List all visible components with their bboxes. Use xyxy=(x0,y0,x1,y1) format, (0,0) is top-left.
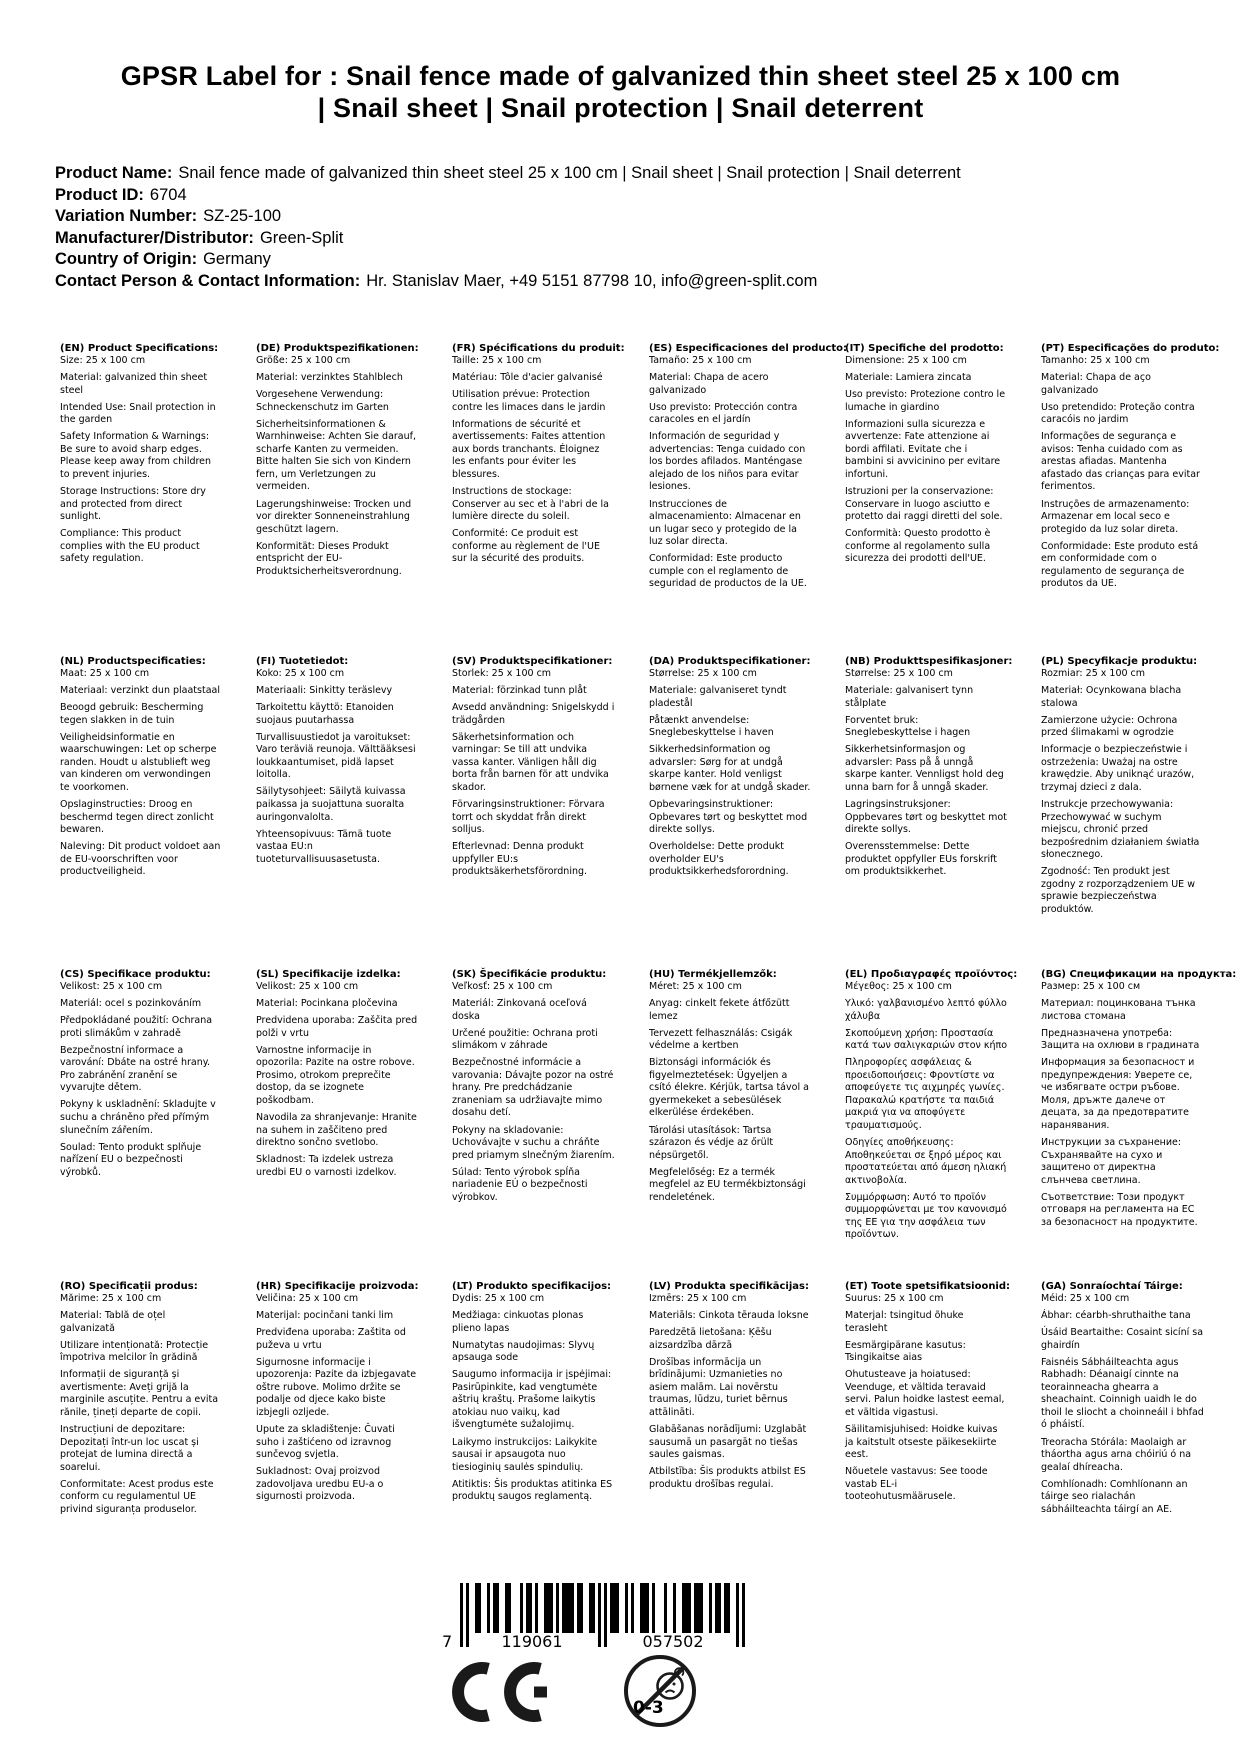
spec-paragraph: Opbevaringsinstruktioner: Opbevares tørt og beskyttet mod direkte sollys. xyxy=(649,798,808,836)
info-label: Product ID: xyxy=(55,185,144,204)
language-block-fi xyxy=(256,655,419,871)
spec-paragraph: Varnostne informacije in opozorila: Pazite na ostre robove. Prosimo, otrokom preprečite dostop, da se izognete poškodbam. xyxy=(256,1044,415,1106)
info-label: Country of Origin: xyxy=(55,250,198,268)
spec-paragraph: Conformità: Questo prodotto è conforme al regolamento sulla sicurezza dei prodotti dell'UE. xyxy=(845,528,991,565)
barcode-left-group: 119061 xyxy=(501,1632,563,1649)
spec-paragraph: Материал: поцинкована тънка листова стомана xyxy=(1041,998,1196,1022)
spec-paragraph: Informations de sécurité et avertissements: Faites attention aux bords tranchants. Éloignez les enfants pour éviter les blessures. xyxy=(452,418,606,480)
spec-paragraph: Sikkerhetsinformasjon og advarsler: Pass på å unngå skarpe kanter. Vennligst hold deg unna barn for å unngå skader. xyxy=(845,744,1004,793)
ce-mark-icon xyxy=(452,1661,549,1723)
spec-paragraph: Súlad: Tento výrobok spĺňa nariadenie EÚ o bezpečnosti výrobkov. xyxy=(452,1166,588,1203)
spec-paragraph: Съответствие: Този продукт отговаря на регламента на ЕС за безопасност на продуктите. xyxy=(1041,1191,1198,1228)
info-value: Green-Split xyxy=(259,228,344,247)
spec-paragraph: Instrucțiuni de depozitare: Depozitați într-un loc uscat și protejat de lumina directă a soarelui. xyxy=(60,1423,199,1473)
language-block-ga xyxy=(1041,1280,1204,1521)
spec-paragraph: Förvaringsinstruktioner: Förvara torrt och skyddat från direkt solljus. xyxy=(452,798,605,836)
spec-paragraph: Предназначена употреба: Защита на охлюви в градината xyxy=(1041,1027,1200,1052)
spec-paragraph: Sicherheitsinformationen & Warnhinweise: Achten Sie darauf, scharfe Kanten zu vermeiden. Bitte halten Sie sich von Kindern fern, um Verletzungen zu vermeiden. xyxy=(256,418,417,493)
block-heading: (EN) Product Specifications: xyxy=(60,343,219,354)
spec-paragraph: Συμμόρφωση: Αυτό το προϊόν συμμορφώνεται με τον κανονισμό της ΕΕ για την ασφάλεια των προϊόντων. xyxy=(845,1191,1007,1241)
info-row xyxy=(55,271,961,293)
spec-paragraph: Compliance: This product complies with the EU product safety regulation. xyxy=(60,528,200,565)
block-heading: (RO) Specificații produs: xyxy=(60,1281,198,1292)
block-heading: (FI) Tuotetiedot: xyxy=(256,656,349,667)
spec-paragraph: Biztonsági információk és figyelmeztetések: Ügyeljen a csító élekre. Kérjük, tartsa távol a gyermekeket a sebesülések elkerülése érdekében. xyxy=(649,1057,809,1119)
info-label: Product Name: xyxy=(55,164,173,182)
spec-paragraph: Yhteensopivuus: Tämä tuote vastaa EU:n tuoteturvallisuusasetusta. xyxy=(256,828,392,865)
block-heading: (SL) Specifikacije izdelka: xyxy=(256,969,401,980)
block-heading: (PT) Especificações do produto: xyxy=(1041,343,1220,354)
product-info-section xyxy=(55,163,961,292)
spec-paragraph: Materijal: pocinčani tanki lim xyxy=(256,1310,394,1322)
info-row xyxy=(55,206,961,228)
block-heading: (NB) Produkttspesifikasjoner: xyxy=(845,656,1013,667)
spec-paragraph: Materiaal: verzinkt dun plaatstaal xyxy=(60,685,220,697)
spec-paragraph: Lagringsinstruksjoner: Oppbevares tørt og beskyttet mot direkte sollys. xyxy=(845,798,1007,836)
spec-paragraph: Mărime: 25 x 100 cm xyxy=(60,1293,162,1305)
block-heading: (LV) Produkta specifikācijas: xyxy=(649,1281,809,1292)
spec-paragraph: Rozmiar: 25 x 100 cm xyxy=(1041,668,1146,680)
spec-paragraph: Atbilstība: Šis produkts atbilst ES produktu drošības regulai. xyxy=(649,1466,806,1490)
language-block-nl xyxy=(60,655,223,883)
spec-paragraph: Größe: 25 x 100 cm xyxy=(256,355,351,367)
spec-paragraph: Tárolási utasítások: Tartsa szárazon és védje az őrült népsürgetől. xyxy=(649,1124,774,1161)
block-heading: (DE) Produktspezifikationen: xyxy=(256,343,419,354)
language-block-de xyxy=(256,342,419,583)
spec-paragraph: Material: Tablă de oțel galvanizată xyxy=(60,1310,166,1334)
info-value: Hr. Stanislav Maer, +49 5151 87798 10, info@green-split.com xyxy=(366,271,818,290)
spec-paragraph: Zgodność: Ten produkt jest zgodny z rozporządzeniem UE w sprawie bezpieczeństwa produktów. xyxy=(1041,866,1195,915)
spec-paragraph: Material: förzinkad tunn plåt xyxy=(452,685,587,697)
spec-paragraph: Istruzioni per la conservazione: Conservare in luogo asciutto e protetto dai raggi diretti del sole. xyxy=(845,485,1003,523)
spec-paragraph: Materiale: galvaniseret tyndt pladestål xyxy=(649,685,787,709)
spec-paragraph: Predviđena uporaba: Zaštita od puževa u vrtu xyxy=(256,1327,406,1351)
spec-paragraph: Sukladnost: Ovaj proizvod zadovoljava uredbu EU-a o sigurnosti proizvoda. xyxy=(256,1466,384,1503)
spec-paragraph: Avsedd användning: Snigelskydd i trädgården xyxy=(452,702,615,726)
spec-paragraph: Conformidad: Este producto cumple con el reglamento de seguridad de productos de la UE. xyxy=(649,553,807,590)
spec-paragraph: Overensstemmelse: Dette produktet oppfyller EUs forskrift om produktsikkerhet. xyxy=(845,841,998,878)
spec-paragraph: Säilytysohjeet: Säilytä kuivassa paikassa ja suojattuna suoralta auringonvalolta. xyxy=(256,786,406,823)
spec-paragraph: Megfelelőség: Ez a termék megfelel az EU termékbiztonsági rendeletének. xyxy=(649,1166,806,1203)
spec-paragraph: Πληροφορίες ασφάλειας & προειδοποιήσεις: Φροντίστε να αποφεύγετε τις αιχμηρές γωνίες. Παρακαλώ κρατήστε τα παιδιά μακριά για να αποφύγετε τραυματισμούς. xyxy=(845,1057,1005,1131)
spec-paragraph: Tamaño: 25 x 100 cm xyxy=(649,355,752,367)
age-warning-text: 0-3 xyxy=(633,1698,664,1718)
spec-paragraph: Glabāšanas norādījumi: Uzglabāt sausumā un pasargāt no tiešas saules gaismas. xyxy=(649,1423,807,1461)
block-heading: (CS) Specifikace produktu: xyxy=(60,969,211,980)
spec-paragraph: Materiale: galvanisert tynn stålplate xyxy=(845,685,974,709)
spec-paragraph: Størrelse: 25 x 100 cm xyxy=(649,668,757,680)
spec-paragraph: Dimensione: 25 x 100 cm xyxy=(845,355,967,367)
spec-paragraph: Instrukcje przechowywania: Przechowywać w suchym miejscu, chronić przed bezpośrednim działaniem światła słonecznego. xyxy=(1041,798,1200,861)
spec-paragraph: Materjal: tsingitud õhuke terasleht xyxy=(845,1310,964,1334)
spec-paragraph: Efterlevnad: Denna produkt uppfyller EU:s produktsäkerhetsförordning. xyxy=(452,841,588,878)
info-label: Manufacturer/Distributor: xyxy=(55,228,254,247)
spec-paragraph: Veiligheidsinformatie en waarschuwingen: Let op scherpe randen. Houdt u alstublieft weg van kinderen om verwondingen te voorkomen. xyxy=(60,731,217,793)
spec-paragraph: Faisnéis Sábháilteachta agus Rabhadh: Déanaigí cinnte na teorainneacha ghearra a sheachaint. Coinnigh uaidh le do thoil le sliocht a choinneáil i bhfad ó pháistí. xyxy=(1041,1356,1204,1431)
language-block-hr xyxy=(256,1280,419,1508)
language-block-fr xyxy=(452,342,625,570)
spec-paragraph: Turvallisuustiedot ja varoitukset: Varo teräviä reunoja. Välttääksesi loukkaantumiset, pidä lapset loitolla. xyxy=(256,731,416,781)
spec-paragraph: Materiaali: Sinkitty teräslevy xyxy=(256,685,393,697)
language-block-en xyxy=(60,342,223,570)
spec-paragraph: Méid: 25 x 100 cm xyxy=(1041,1293,1130,1305)
spec-paragraph: Materiál: Zinkovaná oceľová doska xyxy=(452,998,587,1022)
spec-paragraph: Sigurnosne informacije i upozorenja: Pazite da izbjegavate oštre rubove. Molimo držite se podalje od djece kako biste izbjegli ozljede. xyxy=(256,1356,417,1418)
info-label: Contact Person & Contact Information: xyxy=(55,271,361,290)
language-block-bg xyxy=(1041,968,1237,1234)
spec-paragraph: Méret: 25 x 100 cm xyxy=(649,981,742,993)
spec-paragraph: Информация за безопасност и предупреждения: Уверете се, че избягвате остри ръбове. Моля, дръжте далече от децата, за да предотвратите наранявания. xyxy=(1041,1057,1195,1131)
spec-paragraph: Säkerhetsinformation och varningar: Se till att undvika vassa kanter. Vänligen håll dig borta från barnen för att undvika skador. xyxy=(452,731,609,793)
spec-paragraph: Atitiktis: Šis produktas atitinka ES produktų saugos reglamentą. xyxy=(452,1478,613,1503)
spec-paragraph: Uso previsto: Protección contra caracoles en el jardín xyxy=(649,401,798,426)
spec-paragraph: Predvidena uporaba: Zaščita pred polži v vrtu xyxy=(256,1015,418,1039)
spec-paragraph: Información de seguridad y advertencias: Tenga cuidado con los bordes afilados. Manténgase alejado de los niños para evitar lesiones. xyxy=(649,431,806,493)
block-heading: (HU) Termékjellemzők: xyxy=(649,969,777,980)
spec-paragraph: Material: galvanized thin sheet steel xyxy=(60,372,208,396)
info-row xyxy=(55,228,961,250)
spec-paragraph: Matériau: Tôle d'acier galvanisé xyxy=(452,372,603,384)
info-label: Variation Number: xyxy=(55,207,198,225)
spec-paragraph: Opslaginstructies: Droog en beschermd tegen direct zonlicht bewaren. xyxy=(60,798,214,836)
block-heading: (ES) Especificaciones del producto: xyxy=(649,343,848,354)
language-block-pl xyxy=(1041,655,1204,921)
spec-paragraph: Instructions de stockage: Conserver au sec et à l'abri de la lumière directe du soleil. xyxy=(452,485,609,523)
spec-paragraph: Konformität: Dieses Produkt entspricht der EU-Produktsicherheitsverordnung. xyxy=(256,540,402,577)
spec-paragraph: Comhlíonadh: Comhlíonann an táirge seo rialachán sábháilteachta táirgí an AE. xyxy=(1041,1478,1188,1515)
spec-paragraph: Tarkoitettu käyttö: Etanoiden suojaus puutarhassa xyxy=(256,702,394,726)
spec-paragraph: Conformitate: Acest produs este conform cu regulamentul UE privind siguranța produselor. xyxy=(60,1478,214,1515)
spec-paragraph: Material: verzinktes Stahlblech xyxy=(256,372,403,384)
spec-paragraph: Velikost: 25 x 100 cm xyxy=(256,981,359,993)
spec-paragraph: Materiał: Ocynkowana blacha stalowa xyxy=(1041,685,1182,709)
spec-paragraph: Informações de segurança e avisos: Tenha cuidado com as arestas afiadas. Mantenha afastado das crianças para evitar ferimentos. xyxy=(1041,431,1200,493)
spec-paragraph: Μέγεθος: 25 x 100 cm xyxy=(845,981,952,993)
block-heading: (BG) Спецификации на продукта: xyxy=(1041,969,1237,980)
info-value: Snail fence made of galvanized thin sheet steel 25 x 100 cm | Snail sheet | Snail protection | Snail deterrent xyxy=(178,164,961,182)
spec-paragraph: Úsáid Beartaithe: Cosaint sicíní sa ghairdín xyxy=(1041,1327,1204,1351)
spec-paragraph: Utilizare intenționată: Protecție împotriva melcilor în grădină xyxy=(60,1339,209,1364)
spec-paragraph: Saugumo informacija ir įspėjimai: Pasirūpinkite, kad vengtumėte aštrių kraštų. Prašome laikytis atokiau nuo vaikų, kad išvengtumėte sužalojimų. xyxy=(452,1369,612,1431)
spec-paragraph: Informacje o bezpieczeństwie i ostrzeżenia: Uważaj na ostre krawędzie. Aby uniknąć urazów, trzymaj dzieci z dala. xyxy=(1041,744,1195,793)
spec-paragraph: Lagerungshinweise: Trocken und vor direkter Sonneneinstrahlung geschützt lagern. xyxy=(256,498,412,535)
spec-paragraph: Taille: 25 x 100 cm xyxy=(452,355,542,367)
spec-paragraph: Sikkerhedsinformation og advarsler: Sørg for at undgå skarpe kanter. Hold venligst børnene væk for at undgå skader. xyxy=(649,744,811,793)
barcode-first-digit: 7 xyxy=(442,1632,453,1649)
language-block-pt xyxy=(1041,342,1220,595)
language-block-it xyxy=(845,342,1008,570)
language-block-cs xyxy=(60,968,223,1184)
block-heading: (HR) Specifikacije proizvoda: xyxy=(256,1281,419,1292)
spec-paragraph: Storage Instructions: Store dry and protected from direct sunlight. xyxy=(60,485,206,523)
block-heading: (SV) Produktspecifikationer: xyxy=(452,656,613,667)
block-heading: (NL) Productspecificaties: xyxy=(60,656,206,667)
block-heading: (PL) Specyfikacje produktu: xyxy=(1041,656,1198,667)
page-title: GPSR Label for : Snail fence made of galvanized thin sheet steel 25 x 100 cm | Snail sheet | Snail protection | Snail deterrent xyxy=(120,61,1121,124)
language-block-lt xyxy=(452,1280,615,1508)
spec-paragraph: Koko: 25 x 100 cm xyxy=(256,668,345,680)
block-heading: (SK) Špecifikácie produktu: xyxy=(452,969,607,980)
language-block-nb xyxy=(845,655,1013,883)
spec-paragraph: Størrelse: 25 x 100 cm xyxy=(845,668,953,680)
language-block-sl xyxy=(256,968,419,1184)
info-value: 6704 xyxy=(149,185,187,204)
spec-paragraph: Dydis: 25 x 100 cm xyxy=(452,1293,545,1305)
spec-paragraph: Σκοπούμενη χρήση: Προστασία κατά των σαλιγκαριών στον κήπο xyxy=(845,1027,1008,1052)
block-heading: (IT) Specifiche del prodotto: xyxy=(845,343,1004,354)
spec-paragraph: Numatytas naudojimas: Slyvų apsauga sode xyxy=(452,1339,595,1364)
language-block-da xyxy=(649,655,812,883)
spec-paragraph: Eesmärgipärane kasutus: Tsingikaitse aias xyxy=(845,1339,966,1364)
spec-paragraph: Skladnost: Ta izdelek ustreza uredbi EU o varnosti izdelkov. xyxy=(256,1154,397,1178)
spec-paragraph: Navodila za shranjevanje: Hranite na suhem in zaščiteno pred direktno sončno svetlobo. xyxy=(256,1111,417,1149)
spec-paragraph: Informații de siguranță și avertismente: Aveți grijă la marginile ascuțite. Pentru a evita rănile, țineți departe de copii. xyxy=(60,1369,219,1418)
spec-paragraph: Materiale: Lamiera zincata xyxy=(845,372,972,384)
spec-paragraph: Instruções de armazenamento: Armazenar em local seco e protegido da luz solar direta. xyxy=(1041,498,1190,535)
spec-paragraph: Ábhar: céarbh-shruthaithe tana xyxy=(1041,1310,1191,1322)
spec-paragraph: Material: Chapa de acero galvanizado xyxy=(649,372,769,396)
spec-paragraph: Conformité: Ce produit est conforme au règlement de l'UE sur la sécurité des produits. xyxy=(452,528,600,565)
spec-paragraph: Určené použitie: Ochrana proti slimákom v záhrade xyxy=(452,1027,598,1052)
spec-paragraph: Bezpečnostné informácie a varovania: Dávajte pozor na ostré hrany. Pre predchádzanie zraneniam sa udržiavajte mimo dosahu detí. xyxy=(452,1057,614,1119)
spec-paragraph: Drošības informācija un brīdinājumi: Uzmanieties no asiem malām. Lai novērstu traumas, lūdzu, turiet bērnus attālināti. xyxy=(649,1356,788,1418)
block-heading: (LT) Produkto specifikacijos: xyxy=(452,1281,612,1292)
block-heading: (EL) Προδιαγραφές προϊόντος: xyxy=(845,969,1018,980)
spec-paragraph: Veličina: 25 x 100 cm xyxy=(256,1293,359,1305)
language-block-ro xyxy=(60,1280,223,1521)
spec-paragraph: Zamierzone użycie: Ochrona przed ślimakami w ogrodzie xyxy=(1041,714,1178,739)
spec-paragraph: Vorgesehene Verwendung: Schneckenschutz im Garten xyxy=(256,389,389,413)
language-block-lv xyxy=(649,1280,812,1496)
spec-paragraph: Storlek: 25 x 100 cm xyxy=(452,668,552,680)
spec-paragraph: Materiál: ocel s pozinkováním xyxy=(60,998,202,1010)
spec-paragraph: Beoogd gebruik: Bescherming tegen slakken in de tuin xyxy=(60,702,204,726)
spec-paragraph: Informazioni sulla sicurezza e avvertenze: Fate attenzione ai bordi affilati. Evitate che i bambini si avvicinino per evitare infortuni. xyxy=(845,418,1001,480)
spec-paragraph: Ohutusteave ja hoiatused: Veenduge, et vältida teravaid servi. Palun hoidke lastest eemal, et vältida vigastusi. xyxy=(845,1369,1005,1418)
spec-paragraph: Laikymo instrukcijos: Laikykite sausai ir apsaugota nuo tiesioginių saulės spindulių. xyxy=(452,1436,598,1473)
spec-paragraph: Utilisation prévue: Protection contre les limaces dans le jardin xyxy=(452,389,606,413)
language-block-el xyxy=(845,968,1018,1246)
block-heading: (ET) Toote spetsifikatsioonid: xyxy=(845,1281,1011,1292)
info-row xyxy=(55,249,961,271)
spec-paragraph: Tamanho: 25 x 100 cm xyxy=(1041,355,1150,367)
spec-paragraph: Forventet bruk: Sneglebeskyttelse i hagen xyxy=(845,714,971,739)
spec-paragraph: Υλικό: γαλβανισμένο λεπτό φύλλο χάλυβα xyxy=(845,998,1007,1022)
spec-paragraph: Uso pretendido: Proteção contra caracóis no jardim xyxy=(1041,401,1195,426)
spec-paragraph: Инструкции за съхранение: Съхранявайте на сухо и защитено от директна слънчева светлина. xyxy=(1041,1137,1182,1186)
info-row xyxy=(55,185,961,207)
spec-paragraph: Uso previsto: Protezione contro le lumache in giardino xyxy=(845,389,1006,413)
spec-paragraph: Naleving: Dit product voldoet aan de EU-voorschriften voor productveiligheid. xyxy=(60,841,221,878)
spec-paragraph: Veľkosť: 25 x 100 cm xyxy=(452,981,553,993)
spec-paragraph: Οδηγίες αποθήκευσης: Αποθηκεύεται σε ξηρό μέρος και προστατεύεται από άμεση ηλιακή ακτινοβολία. xyxy=(845,1137,1007,1186)
spec-paragraph: Размер: 25 x 100 см xyxy=(1041,981,1141,993)
spec-paragraph: Izmērs: 25 x 100 cm xyxy=(649,1293,747,1305)
spec-paragraph: Předpokládané použití: Ochrana proti slimákům v zahradě xyxy=(60,1015,213,1039)
spec-paragraph: Soulad: Tento produkt splňuje nařízení EU o bezpečnosti výrobků. xyxy=(60,1141,202,1178)
info-value: SZ-25-100 xyxy=(203,207,282,225)
block-heading: (FR) Spécifications du produit: xyxy=(452,343,625,354)
spec-paragraph: Anyag: cinkelt fekete átfőzütt lemez xyxy=(649,998,790,1022)
spec-paragraph: Pokyny na skladovanie: Uchovávajte v suchu a chráňte pred priamym slnečným žiarením. xyxy=(452,1124,615,1161)
spec-paragraph: Size: 25 x 100 cm xyxy=(60,355,146,367)
spec-paragraph: Tervezett felhasználás: Csigák védelme a kertben xyxy=(649,1027,793,1052)
language-block-hu xyxy=(649,968,812,1209)
spec-paragraph: Bezpečnostní informace a varování: Dbáte na ostré hrany. Pro zabránění zranění se vyvarujte dětem. xyxy=(60,1044,211,1094)
spec-paragraph: Material: Chapa de aço galvanizado xyxy=(1041,372,1151,396)
spec-paragraph: Treoracha Stórála: Maolaigh ar tháortha agus arna chóiriú ó na gealaí dhíreacha. xyxy=(1041,1436,1192,1473)
spec-paragraph: Suurus: 25 x 100 cm xyxy=(845,1293,944,1305)
language-block-et xyxy=(845,1280,1011,1508)
language-block-es xyxy=(649,342,848,595)
spec-paragraph: Velikost: 25 x 100 cm xyxy=(60,981,163,993)
spec-paragraph: Maat: 25 x 100 cm xyxy=(60,668,150,680)
spec-paragraph: Materiāls: Cinkota tērauda loksne xyxy=(649,1310,809,1322)
spec-paragraph: Paredzētā lietošana: Ķēšu aizsardzība dārzā xyxy=(649,1327,772,1351)
age-warning-icon xyxy=(622,1653,698,1729)
spec-paragraph: Safety Information & Warnings: Be sure to avoid sharp edges. Please keep away from children to prevent injuries. xyxy=(60,431,212,480)
spec-paragraph: Påtænkt anvendelse: Sneglebeskyttelse i haven xyxy=(649,714,774,739)
spec-paragraph: Conformidade: Este produto está em conformidade com o regulamento de segurança de produtos da UE. xyxy=(1041,540,1199,590)
language-block-sv xyxy=(452,655,615,883)
barcode-right-group: 057502 xyxy=(642,1632,704,1649)
spec-paragraph: Upute za skladištenje: Čuvati suho i zaštićeno od izravnog sunčevog svjetla. xyxy=(256,1423,395,1461)
barcode-icon xyxy=(438,1583,750,1649)
block-heading: (DA) Produktspecifikationer: xyxy=(649,656,811,667)
language-block-sk xyxy=(452,968,615,1209)
info-row xyxy=(55,163,961,185)
spec-paragraph: Material: Pocinkana pločevina xyxy=(256,998,398,1010)
spec-paragraph: Nõuetele vastavus: See toode vastab EL-i tooteohutusmäärusele. xyxy=(845,1466,988,1503)
spec-paragraph: Intended Use: Snail protection in the garden xyxy=(60,401,216,426)
spec-paragraph: Instrucciones de almacenamiento: Almacenar en un lugar seco y protegido de la luz solar directa. xyxy=(649,498,801,548)
spec-paragraph: Overholdelse: Dette produkt overholder EU's produktsikkerhedsforordning. xyxy=(649,841,789,878)
spec-paragraph: Pokyny k uskladnění: Skladujte v suchu a chráněno před přímým slunečním zářením. xyxy=(60,1099,216,1136)
info-value: Germany xyxy=(203,250,271,268)
spec-paragraph: Säilitamisjuhised: Hoidke kuivas ja kaitstult otseste päikesekiirte eest. xyxy=(845,1423,998,1461)
spec-paragraph: Medžiaga: cinkuotas plonas plieno lapas xyxy=(452,1310,584,1334)
block-heading: (GA) Sonraíochtaí Táirge: xyxy=(1041,1281,1183,1292)
